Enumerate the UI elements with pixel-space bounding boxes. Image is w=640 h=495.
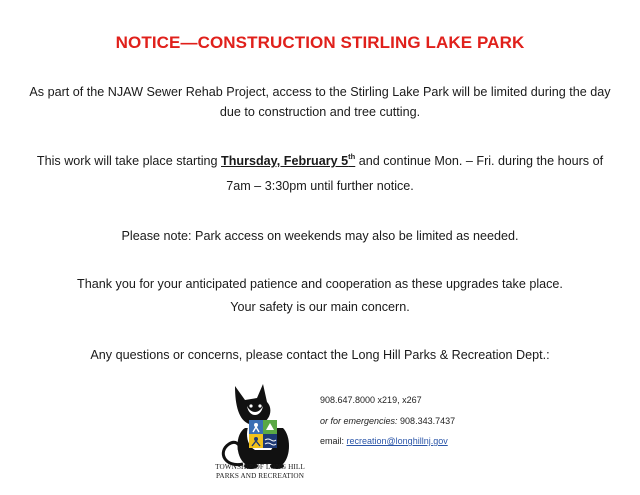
paragraph-contact-intro: Any questions or concerns, please contact the Long Hill Parks & Recreation Dept.: xyxy=(90,348,550,362)
notice-title: NOTICE—CONSTRUCTION STIRLING LAKE PARK xyxy=(115,33,525,52)
paragraph-schedule-line2: 7am – 3:30pm until further notice. xyxy=(226,179,414,193)
date-suffix: th xyxy=(348,152,356,161)
paragraph-schedule xyxy=(20,149,620,199)
emergency-label: or for emergencies: xyxy=(320,416,398,426)
contact-email xyxy=(320,436,448,446)
paragraph-thanks xyxy=(20,273,620,319)
schedule-days: and continue Mon. – Fri. during the hours of xyxy=(355,154,604,168)
contact-emergency xyxy=(320,416,455,426)
paragraph-access xyxy=(20,82,620,122)
paragraph-thanks-line2: Your safety is our main concern. xyxy=(230,300,410,314)
schedule-intro: This work will take place starting xyxy=(36,154,221,168)
paragraph-schedule-line1 xyxy=(20,149,620,174)
start-date: Thursday, February 5th xyxy=(221,152,356,168)
paragraph-weekend-note: Please note: Park access on weekends may also be limited as needed. xyxy=(121,229,519,243)
emergency-phone: 908.343.7437 xyxy=(397,416,456,426)
paragraph-access-line1: As part of the NJAW Sewer Rehab Project, access to the Stirling Lake Park will be limited during the day xyxy=(29,85,611,99)
email-link[interactable]: recreation@longhillnj.gov xyxy=(346,436,448,446)
email-label: email: xyxy=(320,436,347,446)
paragraph-access-line2: due to construction and tree cutting. xyxy=(219,105,421,119)
contact-phone: 908.647.8000 x219, x267 xyxy=(320,395,422,405)
paragraph-thanks-line1: Thank you for your anticipated patience and cooperation as these upgrades take place. xyxy=(77,277,563,291)
logo-text-township: TOWNSHIP OF LONG HILL xyxy=(215,463,305,471)
logo-text-parks: PARKS AND RECREATION xyxy=(216,472,304,480)
